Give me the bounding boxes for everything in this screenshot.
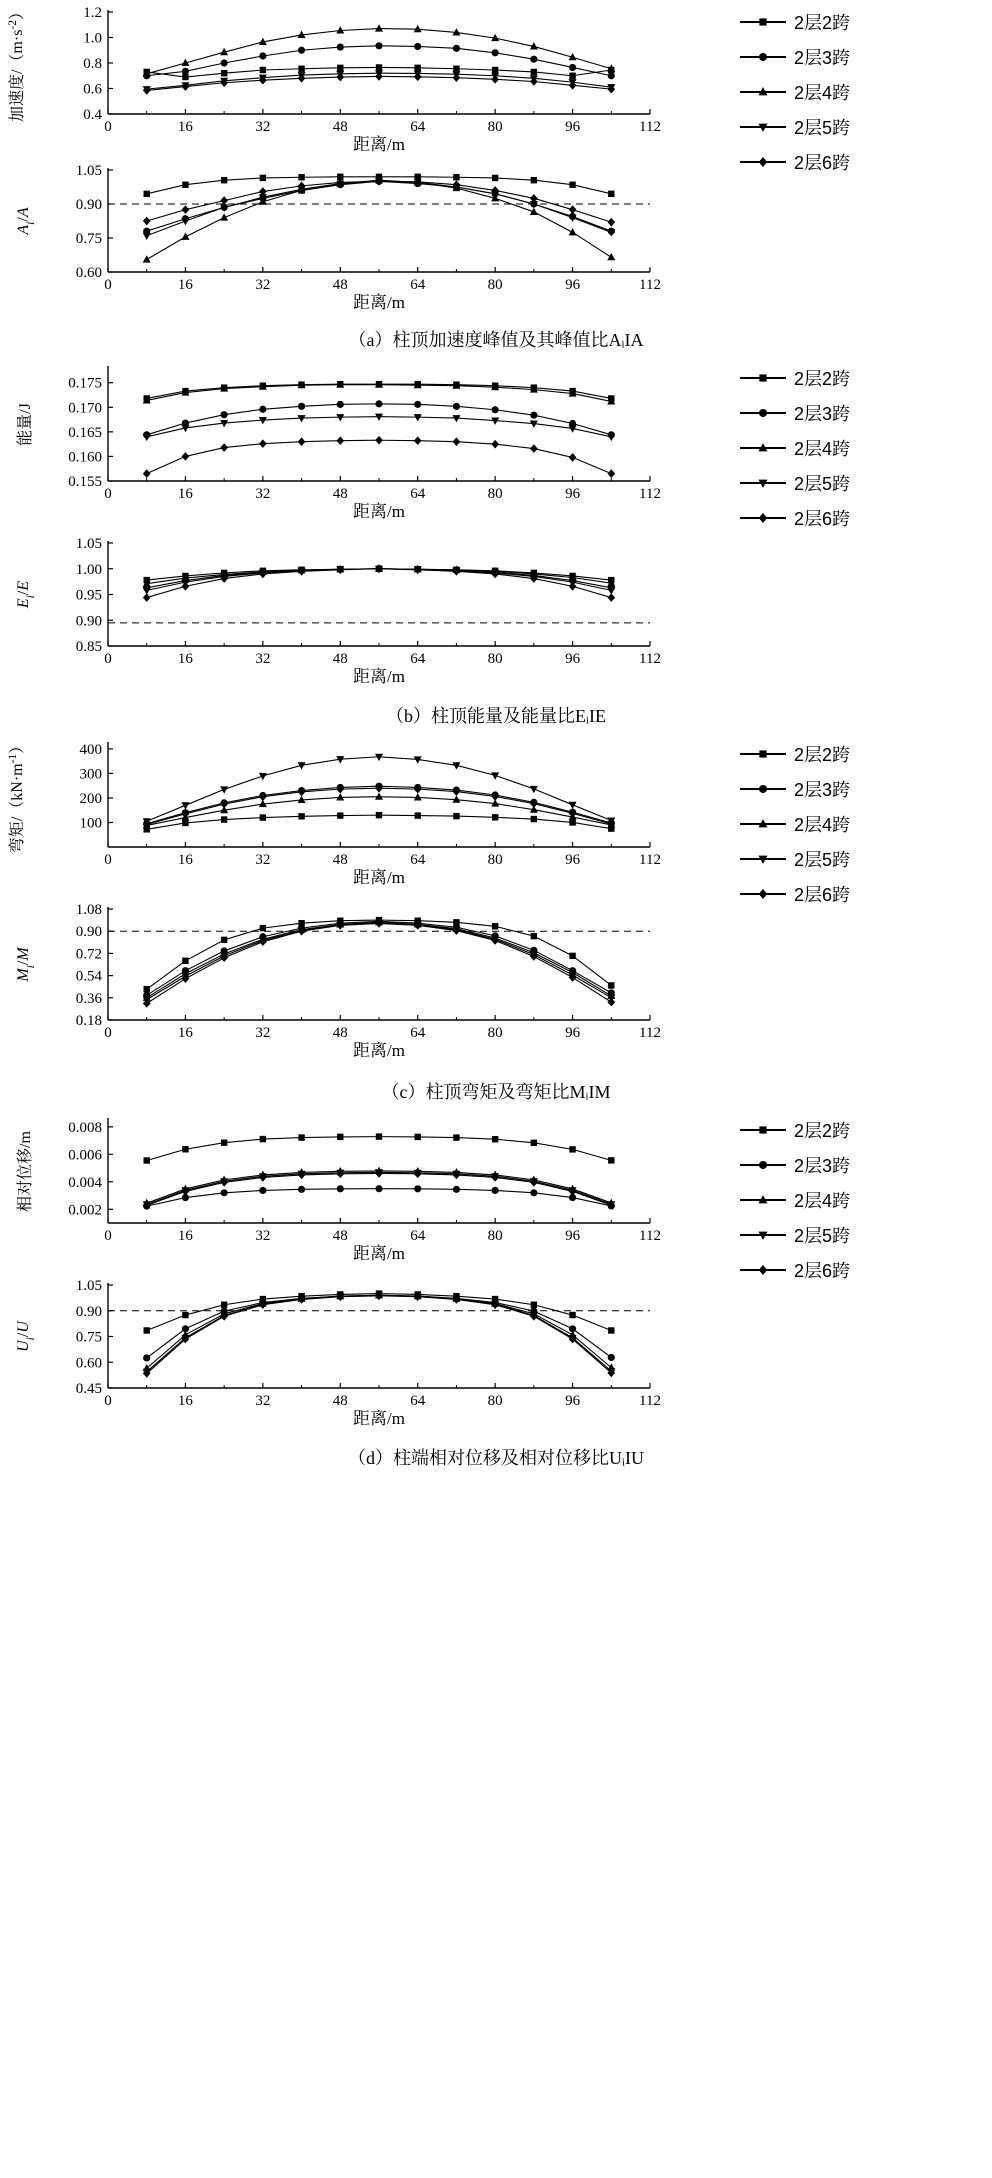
svg-text:0.90: 0.90 [75, 197, 102, 213]
legend-item [740, 1222, 850, 1248]
legend-line-diamond-icon [740, 517, 786, 519]
chart-a-bottom [0, 160, 740, 320]
svg-text:112: 112 [639, 1025, 661, 1041]
svg-text:80: 80 [487, 651, 503, 667]
legend-line-triangle-up-icon [740, 447, 786, 449]
svg-text:16: 16 [177, 486, 193, 502]
svg-text:48: 48 [332, 1393, 348, 1409]
svg-text:弯矩/（kN·m-1）: 弯矩$/(kN\cdot m^{-1})$ [7, 737, 26, 854]
svg-text:48: 48 [332, 852, 348, 868]
legend-item [740, 811, 850, 837]
svg-text:1.00: 1.00 [75, 561, 102, 578]
caption-b: （b）柱顶能量及能量比EᵢIE [386, 706, 606, 726]
svg-text:距离/m: 距离/m [353, 1041, 405, 1060]
svg-text:80: 80 [487, 119, 503, 135]
legend-line-diamond-icon [740, 1269, 786, 1271]
svg-text:相对位移/m: 相对位移/m [17, 1131, 34, 1212]
svg-text:16: 16 [177, 277, 193, 293]
chart-a-top [0, 0, 740, 160]
legend-a [740, 0, 980, 184]
svg-text:1.2: 1.2 [83, 5, 102, 21]
svg-text:0.18: 0.18 [75, 1013, 102, 1029]
svg-text:32: 32 [255, 1228, 271, 1244]
svg-text:0: 0 [104, 486, 112, 502]
legend-b [740, 356, 980, 540]
legend-line-triangle-up-icon [740, 823, 786, 825]
svg-text:48: 48 [332, 1025, 348, 1041]
chart-d-bottom [0, 1273, 740, 1438]
svg-text:80: 80 [487, 1393, 503, 1409]
svg-text:16: 16 [177, 651, 193, 667]
svg-text:96: 96 [565, 1393, 581, 1409]
svg-text:0.36: 0.36 [75, 990, 102, 1007]
svg-text:0.95: 0.95 [75, 587, 102, 604]
svg-text:0: 0 [104, 1025, 112, 1041]
legend-item [740, 149, 850, 175]
svg-text:112: 112 [639, 1228, 661, 1244]
svg-text:0: 0 [104, 1228, 112, 1244]
legend-item [740, 114, 850, 140]
svg-text:0.155: 0.155 [68, 474, 102, 490]
svg-text:16: 16 [177, 1228, 193, 1244]
svg-text:0.75: 0.75 [75, 231, 102, 247]
legend-label: 2层6跨 [794, 1261, 851, 1281]
svg-text:Ei/E: $E_i/E$ [15, 580, 37, 609]
svg-text:112: 112 [639, 651, 661, 667]
svg-text:32: 32 [255, 1025, 271, 1041]
svg-text:距离/m: 距离/m [353, 868, 405, 887]
svg-text:距离/m: 距离/m [353, 1409, 405, 1428]
legend-item [740, 44, 850, 70]
legend-label: 2层3跨 [794, 404, 851, 424]
svg-text:1.08: 1.08 [75, 902, 102, 918]
legend-label: 2层5跨 [794, 850, 851, 870]
legend-line-triangle-down-icon [740, 858, 786, 860]
legend-line-diamond-icon [740, 161, 786, 163]
svg-text:0.60: 0.60 [75, 265, 102, 281]
svg-text:1.05: 1.05 [75, 163, 102, 179]
svg-text:0: 0 [104, 1393, 112, 1409]
caption-c: （c）柱顶弯矩及弯矩比MᵢIM [381, 1082, 611, 1102]
legend-d [740, 1108, 980, 1292]
svg-text:96: 96 [565, 651, 581, 667]
svg-text:80: 80 [487, 852, 503, 868]
svg-text:32: 32 [255, 852, 271, 868]
legend-label: 2层2跨 [794, 369, 851, 389]
legend-label: 2层6跨 [794, 885, 851, 905]
svg-text:距离/m: 距离/m [353, 135, 405, 154]
legend-label: 2层3跨 [794, 1156, 851, 1176]
svg-text:16: 16 [177, 1025, 193, 1041]
svg-text:200: 200 [79, 790, 102, 807]
legend-line-circle-icon [740, 412, 786, 414]
legend-line-circle-icon [740, 56, 786, 58]
legend-line-diamond-icon [740, 893, 786, 895]
svg-text:64: 64 [410, 852, 426, 868]
svg-text:112: 112 [639, 852, 661, 868]
legend-label: 2层2跨 [794, 1121, 851, 1141]
legend-label: 2层2跨 [794, 13, 851, 33]
svg-text:64: 64 [410, 1393, 426, 1409]
svg-text:0: 0 [104, 852, 112, 868]
legend-label: 2层5跨 [794, 118, 851, 138]
legend-item [740, 1117, 850, 1143]
svg-text:48: 48 [332, 277, 348, 293]
svg-text:32: 32 [255, 277, 271, 293]
legend-item [740, 881, 850, 907]
svg-text:64: 64 [410, 1025, 426, 1041]
chart-b-top [0, 356, 740, 531]
svg-text:64: 64 [410, 651, 426, 667]
svg-text:32: 32 [255, 1393, 271, 1409]
svg-text:96: 96 [565, 486, 581, 502]
svg-text:0.75: 0.75 [75, 1329, 102, 1346]
legend-label: 2层6跨 [794, 509, 851, 529]
legend-label: 2层4跨 [794, 83, 851, 103]
legend-label: 2层3跨 [794, 780, 851, 800]
chart-b-bottom [0, 531, 740, 696]
svg-text:0.006: 0.006 [68, 1147, 102, 1164]
svg-text:80: 80 [487, 1228, 503, 1244]
figure-group-a [0, 0, 992, 352]
chart-d-top [0, 1108, 740, 1273]
svg-text:100: 100 [79, 815, 102, 832]
legend-item [740, 1152, 850, 1178]
svg-text:64: 64 [410, 277, 426, 293]
svg-text:距离/m: 距离/m [353, 1244, 405, 1263]
svg-text:96: 96 [565, 1228, 581, 1244]
svg-text:96: 96 [565, 277, 581, 293]
legend-item [740, 505, 850, 531]
svg-text:0.90: 0.90 [75, 1303, 102, 1320]
svg-text:64: 64 [410, 486, 426, 502]
legend-line-square-icon [740, 377, 786, 379]
legend-item [740, 79, 850, 105]
chart-c-top [0, 732, 740, 897]
legend-item [740, 1187, 850, 1213]
svg-text:0.170: 0.170 [68, 400, 102, 417]
svg-text:1.05: 1.05 [75, 1278, 102, 1294]
legend-label: 2层5跨 [794, 1226, 851, 1246]
svg-text:1.0: 1.0 [83, 30, 102, 47]
svg-text:0.60: 0.60 [75, 1355, 102, 1372]
svg-text:0.175: 0.175 [68, 375, 102, 392]
svg-text:112: 112 [639, 486, 661, 502]
legend-line-circle-icon [740, 788, 786, 790]
svg-text:48: 48 [332, 486, 348, 502]
svg-text:0.004: 0.004 [68, 1174, 102, 1191]
legend-item [740, 1257, 850, 1283]
svg-text:32: 32 [255, 119, 271, 135]
svg-text:48: 48 [332, 651, 348, 667]
svg-text:0.8: 0.8 [83, 56, 102, 72]
svg-text:64: 64 [410, 119, 426, 135]
svg-text:Ui/U: $U_i/U$ [15, 1321, 37, 1352]
svg-text:0: 0 [104, 119, 112, 135]
legend-item [740, 470, 850, 496]
svg-text:32: 32 [255, 486, 271, 502]
caption-d: （d）柱端相对位移及相对位移比UᵢIU [348, 1448, 644, 1468]
svg-text:16: 16 [177, 852, 193, 868]
svg-text:0.165: 0.165 [68, 424, 102, 441]
svg-text:0.90: 0.90 [75, 613, 102, 630]
legend-item [740, 741, 850, 767]
chart-c-bottom [0, 897, 740, 1072]
svg-text:0: 0 [104, 277, 112, 293]
caption-a: （a）柱顶加速度峰值及其峰值比AᵢIA [348, 330, 644, 350]
svg-text:0: 0 [104, 651, 112, 667]
legend-item [740, 776, 850, 802]
svg-text:96: 96 [565, 119, 581, 135]
svg-text:16: 16 [177, 119, 193, 135]
svg-text:16: 16 [177, 1393, 193, 1409]
svg-text:112: 112 [639, 277, 661, 293]
svg-text:0.4: 0.4 [83, 107, 102, 123]
figure-group-c [0, 732, 992, 1104]
legend-label: 2层3跨 [794, 48, 851, 68]
svg-text:112: 112 [639, 119, 661, 135]
svg-text:80: 80 [487, 486, 503, 502]
legend-line-triangle-up-icon [740, 91, 786, 93]
svg-text:48: 48 [332, 119, 348, 135]
legend-line-square-icon [740, 21, 786, 23]
figure-group-d [0, 1108, 992, 1470]
svg-text:Mi/M: $M_i/M$ [15, 947, 37, 982]
legend-label: 2层4跨 [794, 815, 851, 835]
legend-line-triangle-down-icon [740, 482, 786, 484]
svg-text:距离/m: 距离/m [353, 502, 405, 521]
svg-text:0.6: 0.6 [83, 81, 102, 98]
svg-text:64: 64 [410, 1228, 426, 1244]
svg-text:距离/m: 距离/m [353, 293, 405, 312]
legend-label: 2层4跨 [794, 1191, 851, 1211]
svg-text:1.05: 1.05 [75, 536, 102, 552]
svg-text:96: 96 [565, 852, 581, 868]
legend-label: 2层6跨 [794, 153, 851, 173]
svg-text:0.85: 0.85 [75, 639, 102, 655]
svg-text:0.002: 0.002 [68, 1202, 102, 1219]
svg-text:96: 96 [565, 1025, 581, 1041]
legend-item [740, 846, 850, 872]
svg-text:300: 300 [79, 766, 102, 783]
svg-text:32: 32 [255, 651, 271, 667]
svg-text:0.72: 0.72 [75, 946, 102, 963]
legend-item [740, 9, 850, 35]
legend-line-triangle-down-icon [740, 126, 786, 128]
legend-label: 2层4跨 [794, 439, 851, 459]
svg-text:0.008: 0.008 [68, 1119, 102, 1136]
svg-text:400: 400 [79, 741, 102, 758]
legend-line-triangle-down-icon [740, 1234, 786, 1236]
legend-c [740, 732, 980, 916]
legend-item [740, 435, 850, 461]
svg-text:80: 80 [487, 1025, 503, 1041]
legend-label: 2层5跨 [794, 474, 851, 494]
legend-line-square-icon [740, 753, 786, 755]
svg-text:加速度/（m·s-2）: 加速度$/(m\cdot s^{-2})$ [7, 3, 26, 123]
svg-text:0.45: 0.45 [75, 1381, 102, 1397]
figure-group-b [0, 356, 992, 728]
legend-line-square-icon [740, 1129, 786, 1131]
legend-item [740, 365, 850, 391]
svg-text:80: 80 [487, 277, 503, 293]
legend-line-circle-icon [740, 1164, 786, 1166]
svg-text:距离/m: 距离/m [353, 667, 405, 686]
legend-line-triangle-up-icon [740, 1199, 786, 1201]
svg-text:0.160: 0.160 [68, 449, 102, 466]
svg-text:Ai/A: $A_i/A$ [15, 207, 37, 235]
svg-text:48: 48 [332, 1228, 348, 1244]
legend-item [740, 400, 850, 426]
svg-text:0.90: 0.90 [75, 924, 102, 941]
svg-text:能量/J: 能量/J [17, 403, 34, 446]
svg-text:112: 112 [639, 1393, 661, 1409]
svg-text:0.54: 0.54 [75, 968, 102, 985]
legend-label: 2层2跨 [794, 745, 851, 765]
